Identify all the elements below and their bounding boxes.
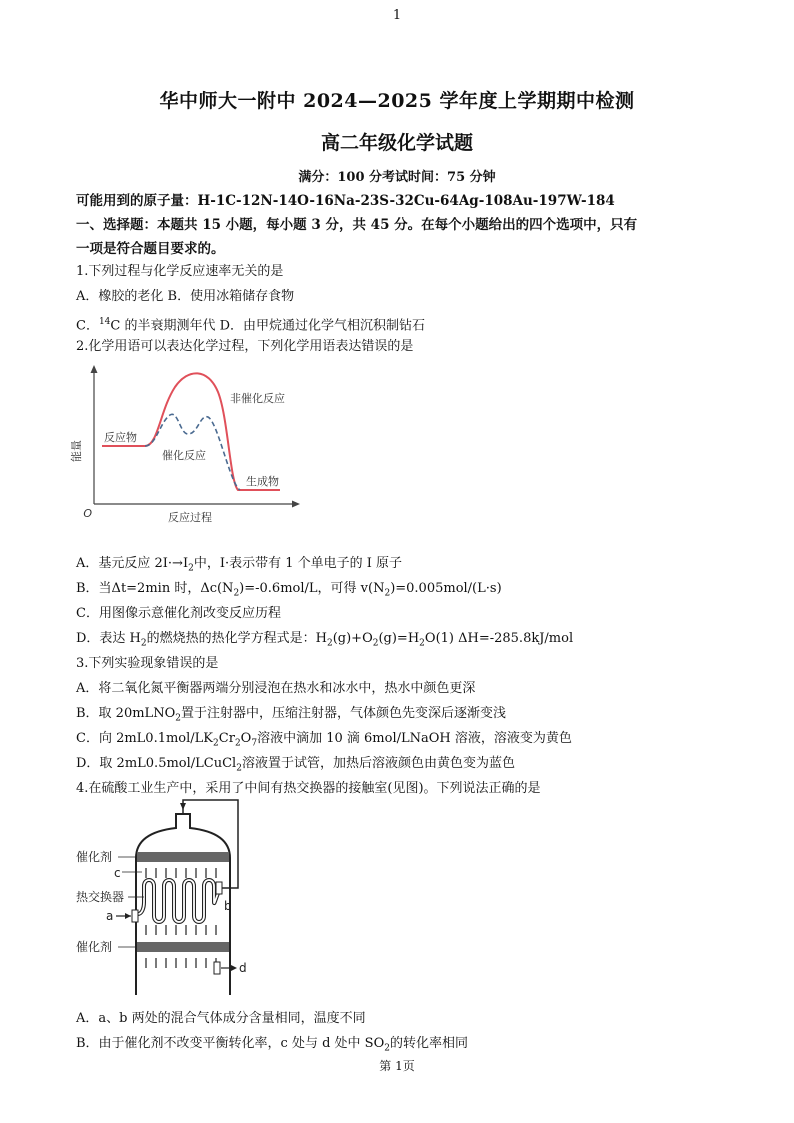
q4-option-a: A．a、b 两处的混合气体成分含量相同，温度不同 [76,1011,366,1026]
y-axis-label: 能量 [70,440,83,462]
exam-title: 华中师大一附中 2024—2025 学年度上学期期中检测 [159,90,635,112]
y-axis-arrow [91,365,98,373]
exam-meta: 满分：100 分考试时间：75 分钟 [298,170,496,185]
q2-option-b: B．当Δt=2min 时，$\Delta c(N_2)=-0.6mol/L$，可得 $v(N_2)=0.005mol/(L\cdot s)$ [76,581,502,599]
reactant-label: 反应物 [104,431,137,444]
origin-label: O [83,507,92,520]
uncatalyzed-label: 非催化反应 [230,392,285,405]
q2-stem: 2.化学用语可以表达化学过程，下列化学用语表达错误的是 [76,339,414,354]
pipe-arrow [180,803,186,810]
q4-option-b: B．由于催化剂不改变平衡转化率，c 处与 d 处中 $SO_2$的转化率相同 [76,1036,468,1054]
x-axis-arrow [292,501,300,508]
b-label: b [224,899,232,913]
energy-profile-diagram [70,362,310,527]
heat-exchanger-coil [138,880,222,922]
q2-option-a: A．基元反应 $2I\cdot\to I_2$中，I·表示带有 1 个单电子的 I 原子 [76,556,403,574]
exam-subtitle: 高二年级化学试题 [320,132,473,154]
port-d [214,962,220,974]
port-a [132,910,138,922]
port-b [216,882,222,894]
contact-chamber-diagram [76,790,276,1000]
q3-option-b: B．取 20mLNO$_2$置于注射器中，压缩注射器，气体颜色先变深后逐渐变浅 [76,706,506,724]
catalyst-layer-bottom [137,942,229,952]
page-footer: 第 1页 [379,1059,415,1073]
q1-options-cd: C．$^{14}$C 的半衰期测年代 D．由甲烷通过化学气相沉积制钻石 [76,317,426,334]
x-axis-label: 反应过程 [168,511,212,524]
page-number: 1 [392,8,402,23]
section-heading-line1: 一、选择题：本题共 15 小题，每小题 3 分，共 45 分。在每个小题给出的四个选项中，只有 [76,217,638,233]
d-label: d [239,961,247,975]
section-heading-line2: 一项是符合题目要求的。 [76,241,225,257]
catalyst-bottom-label: 催化剂 [76,940,113,954]
q1-options-ab: A．橡胶的老化 B．使用冰箱储存食物 [76,289,295,304]
product-label: 生成物 [246,475,279,488]
a-label: a [106,909,114,923]
q3-option-c: C．向 $2mL0.1mol/LK_2Cr_2O_7$溶液中滴加 10 滴 6mol/LNaOH 溶液，溶液变为黄色 [76,731,572,749]
q3-option-d: D．取 2mL0.5mol/LCuCl$_2$溶液置于试管，加热后溶液颜色由黄色变为蓝色 [76,756,515,774]
q2-option-c: C．用图像示意催化剂改变反应历程 [76,606,281,621]
q2-option-d: D．表达 $H_2$的燃烧热的热化学方程式是：$H_2(g)+O_2(g)=H_2O(1)$ ΔH=-285.8kJ/mol [76,631,574,649]
catalyzed-label: 催化反应 [162,449,206,462]
catalyst-top-label: 催化剂 [76,850,113,864]
c-label: c [114,866,121,880]
q4-stem: 4.在硫酸工业生产中，采用了中间有热交换器的接触室(见图)。下列说法正确的是 [76,781,541,796]
q1-stem: 1.下列过程与化学反应速率无关的是 [76,264,284,279]
q3-option-a: A．将二氧化氮平衡器两端分别浸泡在热水和冰水中，热水中颜色更深 [76,681,476,696]
heat-exchanger-label: 热交换器 [76,890,125,904]
catalyst-layer-top [137,852,229,862]
q3-stem: 3.下列实验现象错误的是 [76,656,219,671]
atomic-masses: 可能用到的原子量：H-1C-12N-14O-16Na-23S-32Cu-64Ag-108Au-197W-184 [76,193,615,209]
chamber-dome [136,814,230,858]
